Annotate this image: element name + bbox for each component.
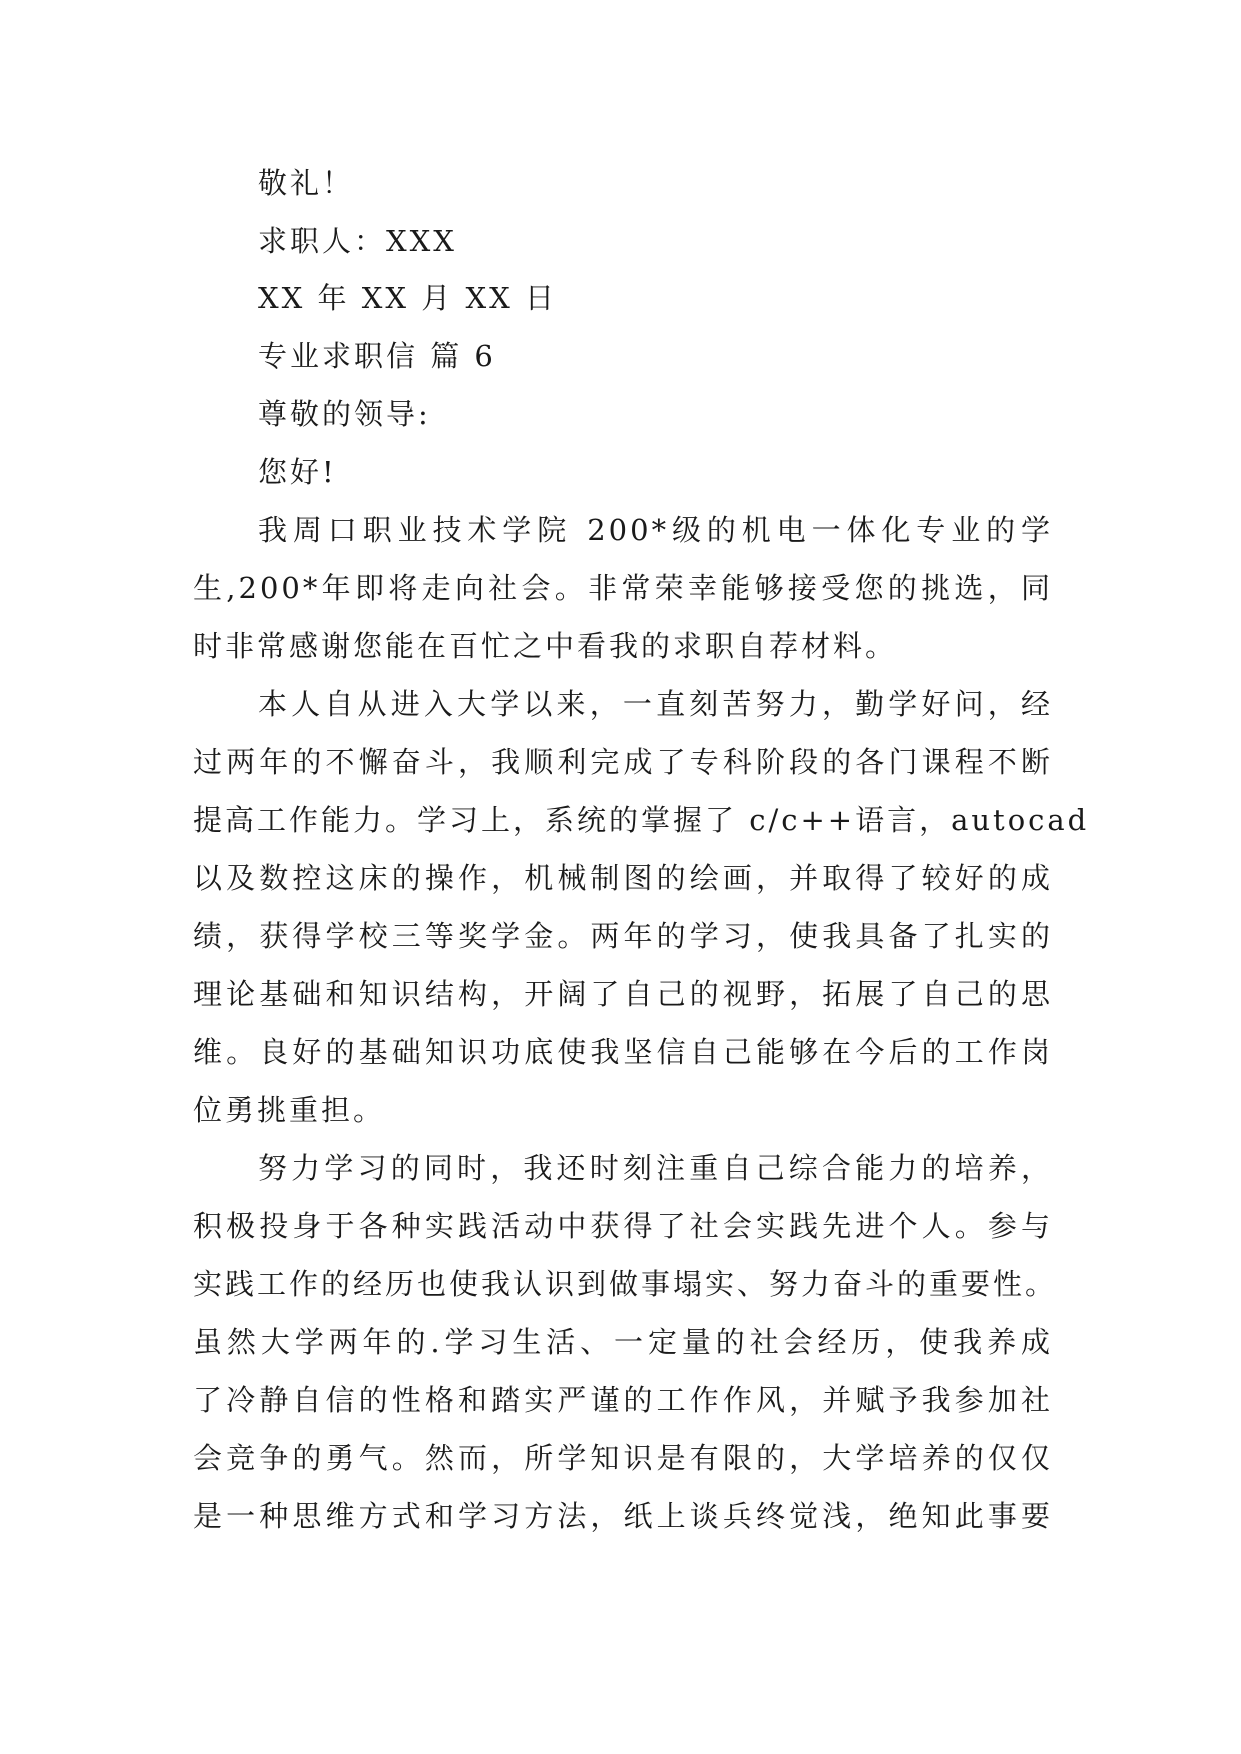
paragraph-2-line-8: 位勇挑重担。	[193, 1093, 386, 1127]
applicant-line: 求职人：XXX	[258, 224, 457, 258]
paragraph-3-line-6: 会竞争的勇气。然而，所学知识是有限的，大学培养的仅仅	[193, 1441, 1053, 1475]
section-title: 专业求职信 篇 6	[258, 339, 496, 373]
paragraph-3-line-3: 实践工作的经历也使我认识到做事塌实、努力奋斗的重要性。	[193, 1267, 1058, 1301]
paragraph-2-line-7: 维。良好的基础知识功底使我坚信自己能够在今后的工作岗	[193, 1035, 1053, 1069]
paragraph-3-line-2: 积极投身于各种实践活动中获得了社会实践先进个人。参与	[193, 1209, 1053, 1243]
paragraph-1-line-1: 我周口职业技术学院 200*级的机电一体化专业的学	[258, 513, 1053, 547]
paragraph-2-line-6: 理论基础和知识结构，开阔了自己的视野，拓展了自己的思	[193, 977, 1053, 1011]
paragraph-2-line-1: 本人自从进入大学以来，一直刻苦努力，勤学好问，经	[258, 687, 1053, 721]
paragraph-1-line-3: 时非常感谢您能在百忙之中看我的求职自荐材料。	[193, 629, 898, 663]
paragraph-3-line-1: 努力学习的同时，我还时刻注重自己综合能力的培养，	[258, 1151, 1053, 1185]
paragraph-3-line-4: 虽然大学两年的.学习生活、一定量的社会经历，使我养成	[193, 1325, 1053, 1359]
paragraph-2-line-3: 提高工作能力。学习上，系统的掌握了 c/c++语言，autocad	[193, 803, 1090, 837]
greeting-line: 您好!	[258, 455, 337, 489]
paragraph-3-line-5: 了冷静自信的性格和踏实严谨的工作作风，并赋予我参加社	[193, 1383, 1053, 1417]
date-line: XX 年 XX 月 XX 日	[258, 281, 557, 315]
closing-line: 敬礼！	[258, 166, 355, 200]
paragraph-2-line-2: 过两年的不懈奋斗，我顺利完成了专科阶段的各门课程不断	[193, 745, 1053, 779]
paragraph-3-line-7: 是一种思维方式和学习方法，纸上谈兵终觉浅，绝知此事要	[193, 1499, 1053, 1533]
salutation-line: 尊敬的领导:	[258, 397, 431, 431]
paragraph-2-line-5: 绩，获得学校三等奖学金。两年的学习，使我具备了扎实的	[193, 919, 1053, 953]
paragraph-1-line-2: 生,200*年即将走向社会。非常荣幸能够接受您的挑选，同	[193, 571, 1053, 605]
paragraph-2-line-4: 以及数控这床的操作，机械制图的绘画，并取得了较好的成	[193, 861, 1053, 895]
